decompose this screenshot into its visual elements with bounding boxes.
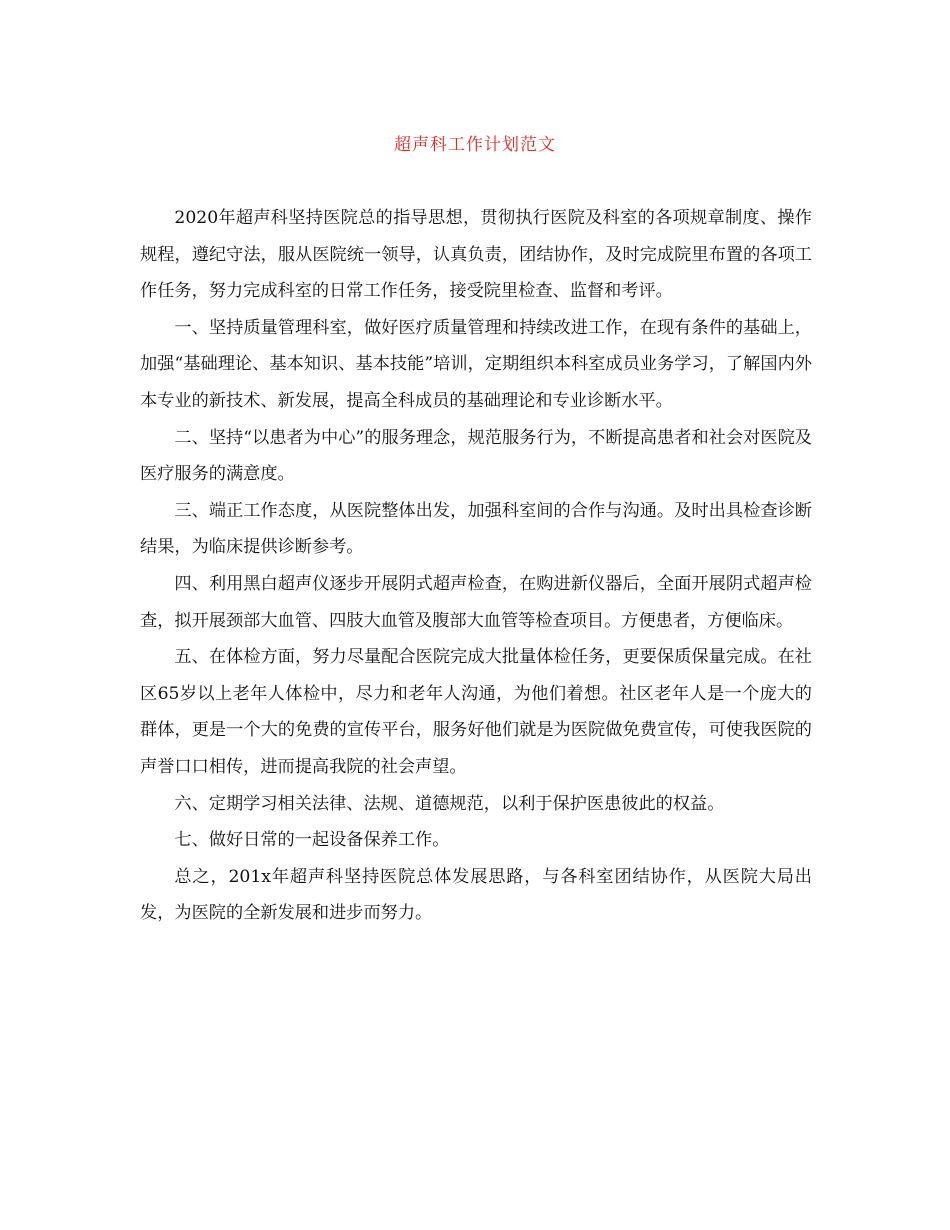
- document-title: 超声科工作计划范文: [394, 135, 556, 155]
- paragraph-item-1: 一、坚持质量管理科室，做好医疗质量管理和持续改进工作，在现有条件的基础上，加强“基础理论、基本知识、基本技能”培训，定期组织本科室成员业务学习，了解国内外本专业的新技术、新发展，提高全科成员的基础理论和专业诊断水平。: [140, 317, 812, 411]
- paragraph-item-2: 二、坚持“以患者为中心”的服务理念，规范服务行为，不断提高患者和社会对医院及医疗服务的满意度。: [140, 427, 812, 485]
- paragraph-item-5: 五、在体检方面，努力尽量配合医院完成大批量体检任务，更要保质保量完成。在社区65岁以上老年人体检中，尽力和老年人沟通，为他们着想。社区老年人是一个庞大的群体，更是一个大的免费的宣传平台，服务好他们就是为医院做免费宣传，可使我医院的声誉口口相传，进而提高我院的社会声望。: [140, 647, 812, 777]
- paragraph-conclusion: 总之，201x年超声科坚持医院总体发展思路，与各科室团结协作，从医院大局出发，为医院的全新发展和进步而努力。: [140, 866, 812, 924]
- paragraph-item-3: 三、端正工作态度，从医院整体出发，加强科室间的合作与沟通。及时出具检查诊断结果，为临床提供诊断参考。: [140, 500, 812, 558]
- paragraph-item-6: 六、定期学习相关法律、法规、道德规范，以利于保护医患彼此的权益。: [174, 793, 725, 814]
- paragraph-item-7: 七、做好日常的一起设备保养工作。: [174, 830, 450, 851]
- document-body: [140, 200, 812, 932]
- paragraph-intro: 2020年超声科坚持医院总的指导思想，贯彻执行医院及科室的各项规章制度、操作规程，遵纪守法，服从医院统一领导，认真负责，团结协作，及时完成院里布置的各项工作任务，努力完成科室的日常工作任务，接受院里检查、监督和考评。: [140, 208, 812, 302]
- paragraph-item-4: 四、利用黑白超声仪逐步开展阴式超声检查，在购进新仪器后，全面开展阴式超声检查，拟开展颈部大血管、四肢大血管及腹部大血管等检查项目。方便患者，方便临床。: [140, 573, 812, 631]
